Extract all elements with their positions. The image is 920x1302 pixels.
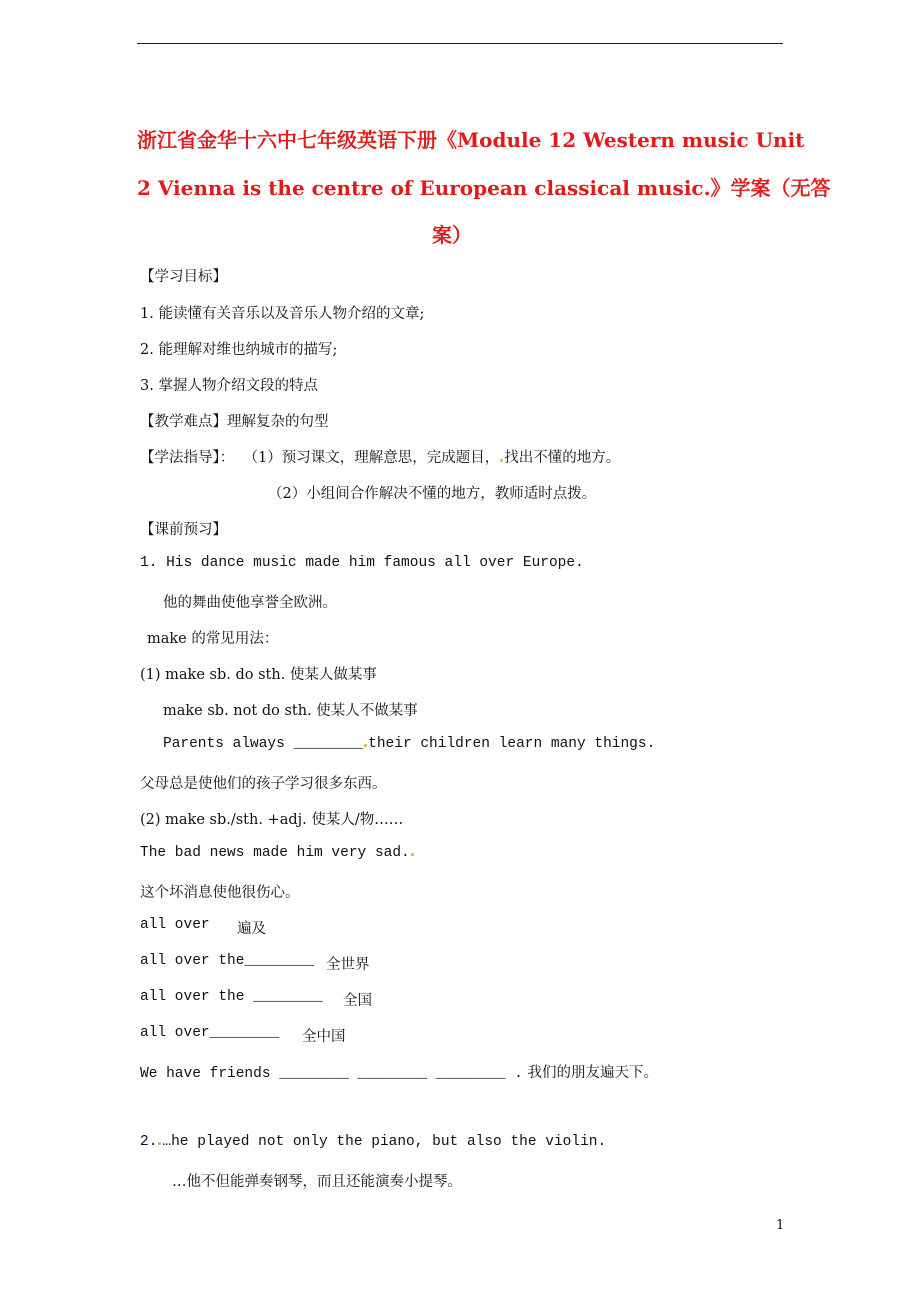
mark-dot [500, 459, 503, 462]
usage-1-example-b: their children learn many things. [368, 736, 656, 752]
preview-heading: 【课前预习】 [140, 522, 227, 538]
doc-title-line-1: 浙江省金华十六中七年级英语下册《Module 12 Western music Unit [137, 128, 805, 152]
usage-1-example-chinese: 父母总是使他们的孩子学习很多东西。 [140, 776, 387, 792]
all-over-4-chinese: 全中国 [302, 1029, 346, 1045]
usage-1-example-a: Parents always ________ [163, 736, 364, 752]
all-over-2-chinese: 全世界 [326, 957, 370, 973]
sentence-2-chinese: …他不但能弹奏钢琴，而且还能演奏小提琴。 [172, 1174, 462, 1190]
guide-step-1a: （1）预习课文，理解意思，完成题目， [243, 450, 500, 466]
mark-dot [364, 744, 367, 747]
sentence-1-chinese: 他的舞曲使他享誉全欧洲。 [163, 595, 337, 611]
usage-1-line-a: (1) make sb. do sth. 使某人做某事 [140, 667, 377, 683]
all-over-3-english: all over the ________ [140, 989, 323, 1005]
usage-2-line: (2) make sb./sth. +adj. 使某人/物…… [140, 812, 404, 828]
sentence-2-number: 2. [140, 1134, 158, 1150]
guide-line-1 [140, 446, 620, 467]
all-over-5-english: We have friends ________ ________ ________ . [140, 1066, 523, 1082]
objective-item-1: 1. 能读懂有关音乐以及音乐人物介绍的文章; [140, 306, 425, 322]
objective-item-2: 2. 能理解对维也纳城市的描写; [140, 342, 338, 358]
sentence-1-english: 1. His dance music made him famous all over Europe. [140, 555, 584, 571]
difficulty-label: 【教学难点】 [140, 414, 227, 430]
sentence-2-english [140, 1134, 606, 1150]
guide-step-2: （2）小组间合作解决不懂的地方，教师适时点拨。 [268, 486, 597, 502]
objectives-heading: 【学习目标】 [140, 269, 227, 285]
all-over-5 [140, 1061, 658, 1082]
guide-label: 【学法指导】： [140, 450, 235, 466]
mark-dot [158, 1142, 161, 1145]
mark-dot [411, 853, 414, 856]
make-usage-heading: make 的常见用法： [147, 631, 279, 647]
all-over-3-chinese: 全国 [343, 993, 372, 1009]
doc-title-line-2: 2 Vienna is the centre of European classical music.》学案（无答 [137, 176, 831, 200]
guide-step-1b: 找出不懂的地方。 [504, 450, 621, 466]
all-over-1-english: all over [140, 917, 210, 933]
objective-item-3: 3. 掌握人物介绍文段的特点 [140, 378, 318, 394]
all-over-4-english: all over________ [140, 1025, 280, 1041]
usage-2-example-text: The bad news made him very sad. [140, 845, 410, 861]
difficulty-text: 理解复杂的句型 [227, 414, 329, 430]
page-number: 1 [776, 1218, 785, 1233]
difficulty-line [140, 410, 329, 431]
usage-1-line-b: make sb. not do sth. 使某人不做某事 [163, 703, 418, 719]
all-over-5-chinese: 我们的朋友遍天下。 [527, 1065, 658, 1081]
header-rule [137, 43, 783, 44]
usage-2-example [140, 845, 415, 861]
all-over-1-chinese: 遍及 [237, 921, 266, 937]
usage-1-example [163, 736, 655, 752]
usage-2-example-chinese: 这个坏消息使他很伤心。 [140, 885, 300, 901]
doc-title-line-3: 案） [432, 223, 472, 247]
sentence-2-text: …he played not only the piano, but also the violin. [162, 1134, 607, 1150]
all-over-2-english: all over the________ [140, 953, 315, 969]
